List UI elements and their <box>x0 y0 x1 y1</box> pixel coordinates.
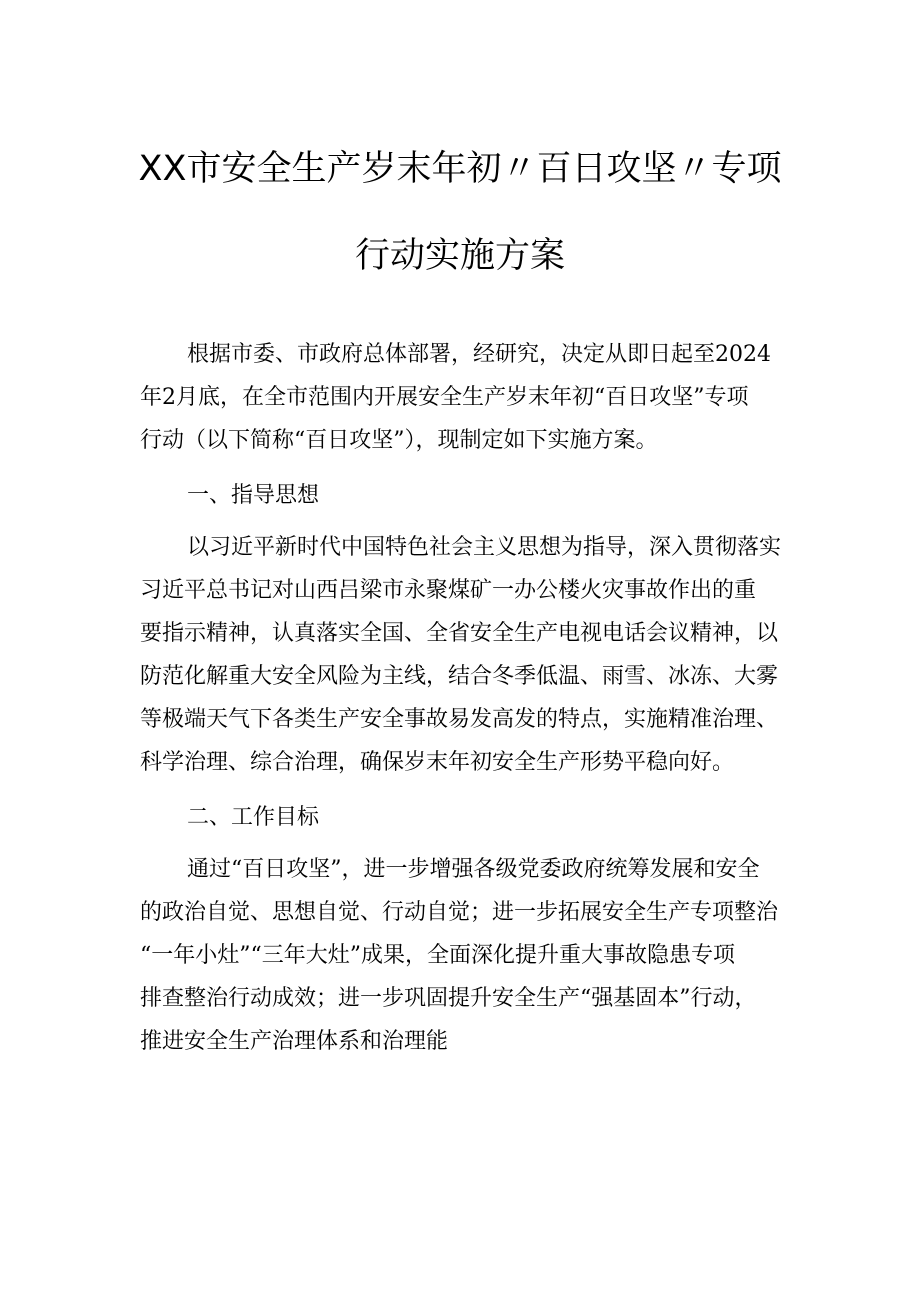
guiding-paragraph-line-1: 以习近平新时代中国特色社会主义思想为指导，深入贯彻落实 <box>187 535 782 560</box>
guiding-paragraph-line-2: 习近平总书记对山西吕梁市永聚煤矿一办公楼火灾事故作出的重 <box>140 578 757 603</box>
document-title-line-2: 行动实施方案 <box>354 236 565 276</box>
intro-paragraph-line-1: 根据市委、市政府总体部署，经研究，决定从即日起至2024 <box>187 342 771 367</box>
document-title-line-1: XX市安全生产岁末年初〃百日攻坚〃专项 <box>138 149 782 189</box>
section-heading-goals: 二、工作目标 <box>187 805 320 830</box>
guiding-paragraph-line-5: 等极端天气下各类生产安全事故易发高发的特点，实施精准治理、 <box>140 707 779 732</box>
goals-paragraph-line-3: “一年小灶”“三年大灶”成果，全面深化提升重大事故隐患专项 <box>140 943 735 968</box>
guiding-paragraph-line-3: 要指示精神，认真落实全国、全省安全生产电视电话会议精神，以 <box>140 621 779 646</box>
intro-paragraph-line-2: 年2月底，在全市范围内开展安全生产岁末年初“百日攻坚”专项 <box>140 385 749 410</box>
goals-paragraph-line-4: 排查整治行动成效；进一步巩固提升安全生产“强基固本”行动， <box>140 986 757 1011</box>
intro-paragraph-line-3: 行动（以下简称“百日攻坚”），现制定如下实施方案。 <box>140 428 658 453</box>
guiding-paragraph-line-4: 防范化解重大安全风险为主线，结合冬季低温、雨雪、冰冻、大雾 <box>140 664 779 689</box>
goals-paragraph-line-2: 的政治自觉、思想自觉、行动自觉；进一步拓展安全生产专项整治 <box>140 900 779 925</box>
section-heading-guiding: 一、指导思想 <box>187 483 320 508</box>
goals-paragraph-line-1: 通过“百日攻坚”，进一步增强各级党委政府统筹发展和安全 <box>187 857 760 882</box>
goals-paragraph-line-5: 推进安全生产治理体系和治理能 <box>140 1029 449 1054</box>
guiding-paragraph-line-6: 科学治理、综合治理，确保岁末年初安全生产形势平稳向好。 <box>140 750 735 775</box>
